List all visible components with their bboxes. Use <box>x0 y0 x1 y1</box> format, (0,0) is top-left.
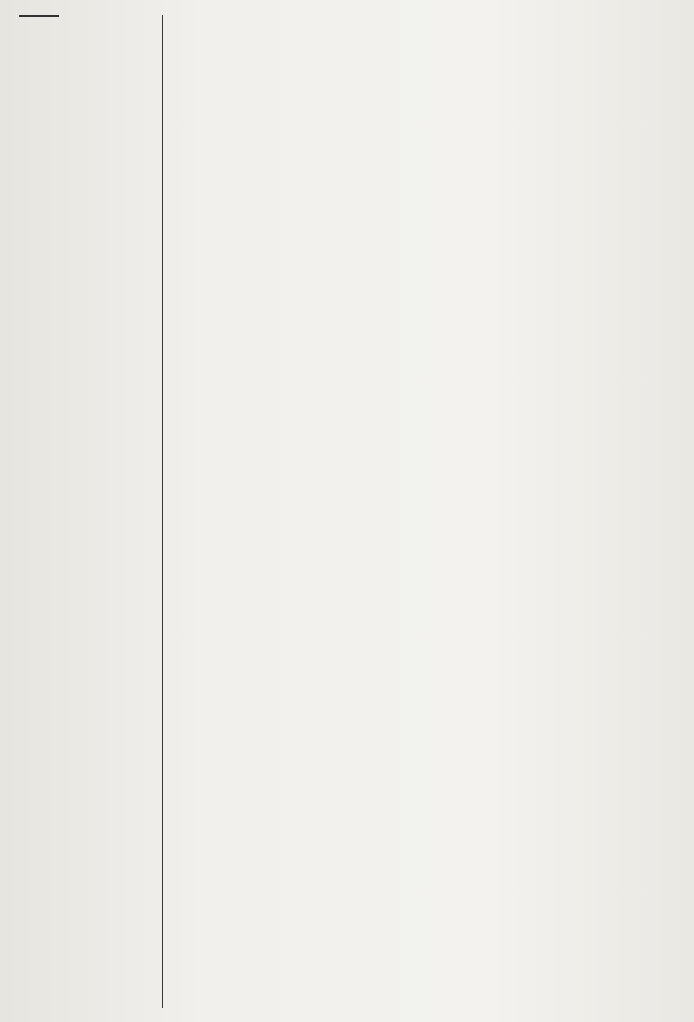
table-left-border <box>162 15 163 1008</box>
row-number-column <box>19 15 59 17</box>
major-catalog-table <box>162 15 608 1008</box>
